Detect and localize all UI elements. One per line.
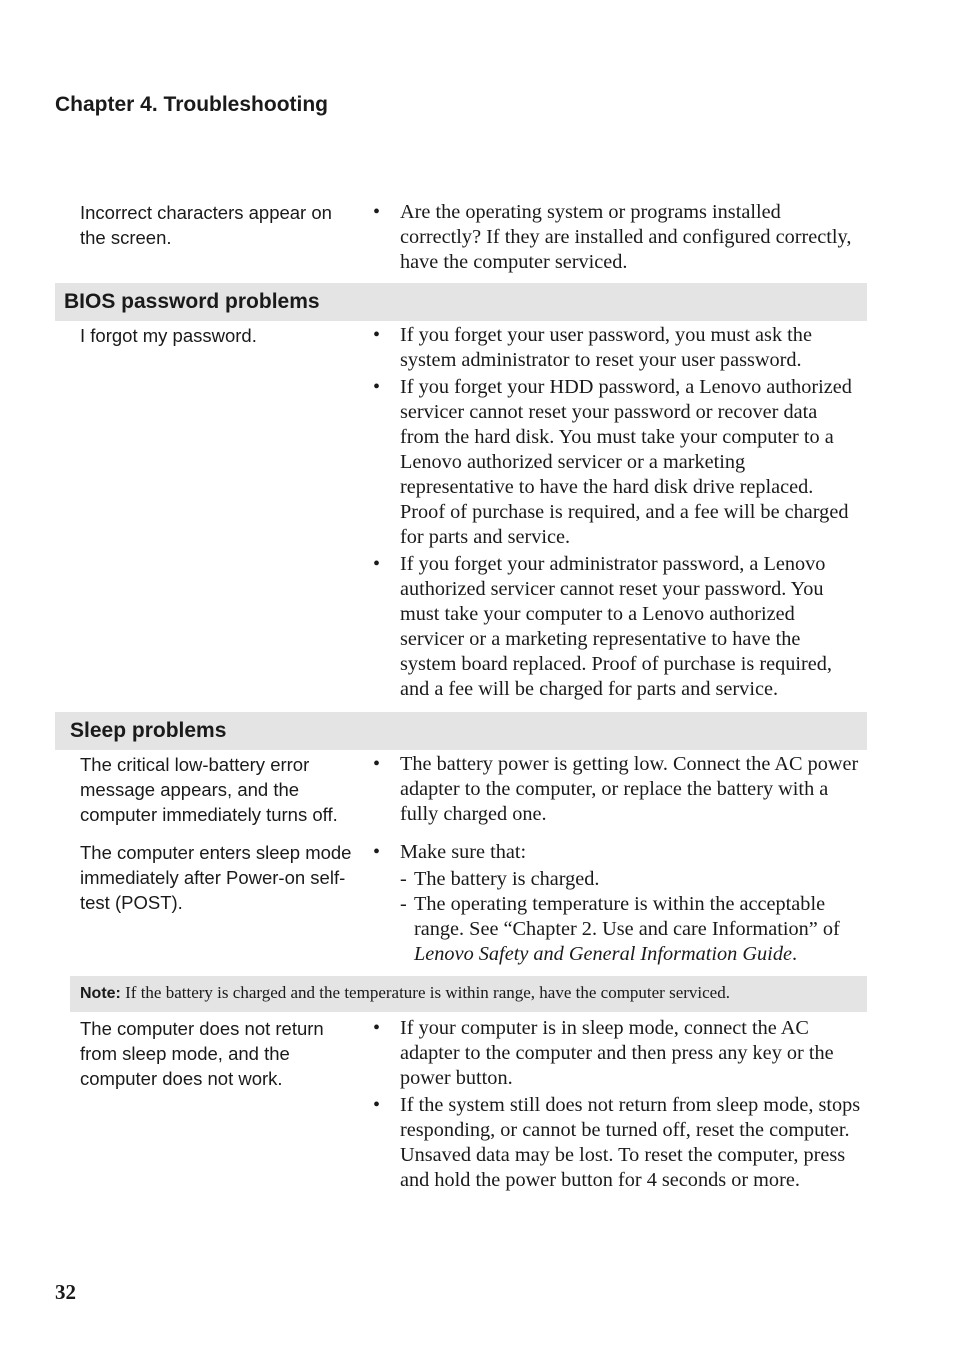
solution-text: Are the operating system or programs installed correctly? If they are installed and configured correctly, have the computer serviced. <box>400 201 852 273</box>
sub-item-text-end: . <box>791 943 798 965</box>
solution-text: If your computer is in sleep mode, connect the AC adapter to the computer and then press any key or the power button. <box>400 1017 834 1089</box>
bullet-icon: • <box>373 753 381 775</box>
solution-text: If you forget your user password, you must ask the system administrator to reset your user password. <box>400 324 812 371</box>
note-text: If the battery is charged and the temperature is within range, have the computer serviced. <box>125 983 730 1002</box>
section-header-bios: BIOS password problems <box>55 283 867 321</box>
bullet-icon: • <box>373 1017 381 1039</box>
table-row <box>55 1016 867 1195</box>
symptom-text: Incorrect characters appear on the screen. <box>80 202 332 248</box>
table-row <box>55 200 867 277</box>
dash-marker: - <box>400 868 407 890</box>
bullet-icon: • <box>373 201 381 223</box>
troubleshooting-table <box>55 200 867 1195</box>
symptom-text: The computer enters sleep mode immediately after Power-on self-test (POST). <box>80 842 352 913</box>
list-item <box>373 375 861 550</box>
table-row <box>55 323 867 704</box>
chapter-title: Chapter 4. Troubleshooting <box>55 93 329 116</box>
guide-title: Lenovo Safety and General Information Guide <box>414 943 792 965</box>
bullet-icon: • <box>373 376 381 398</box>
section-header-sleep: Sleep problems <box>55 712 867 750</box>
bullet-icon: • <box>373 324 381 346</box>
list-item <box>373 752 861 827</box>
solution-text: If you forget your administrator password, a Lenovo authorized servicer cannot reset your password. You must take your computer to a Lenovo authorized servicer or a marketing representative to have the system board replaced. Proof of purchase is required, and a fee will be charged for parts and service. <box>400 553 832 700</box>
sub-item-text <box>414 892 861 967</box>
bullet-icon: • <box>373 1094 381 1116</box>
sub-list-item <box>400 867 861 892</box>
solution-list <box>352 200 867 277</box>
list-item <box>373 200 861 275</box>
bullet-icon: • <box>373 841 381 863</box>
solution-text: The battery power is getting low. Connect the AC power adapter to the computer, or replace the battery with a fully charged one. <box>400 753 859 825</box>
bullet-icon: • <box>373 553 381 575</box>
symptom-text: The computer does not return from sleep mode, and the computer does not work. <box>80 1018 324 1089</box>
solution-text: If the system still does not return from sleep mode, stops responding, or cannot be turned off, reset the computer. Unsaved data may be lost. To reset the computer, press and hold the power button for 4 seconds or more. <box>400 1094 861 1191</box>
sub-list-item <box>400 892 861 967</box>
list-item <box>373 840 861 865</box>
solution-list <box>352 840 867 967</box>
solution-list <box>352 1016 867 1195</box>
symptom-text: I forgot my password. <box>80 325 257 346</box>
solution-list <box>352 323 867 704</box>
sub-item-text-main: The operating temperature is within the acceptable range. See “Chapter 2. Use and care Information” of <box>414 893 840 940</box>
table-row <box>55 752 867 829</box>
table-row <box>55 840 867 967</box>
solution-text: Make sure that: <box>400 841 527 863</box>
solution-list <box>352 752 867 829</box>
note-label: Note: <box>80 985 121 1002</box>
page-number: 32 <box>55 1280 76 1304</box>
list-item <box>373 552 861 702</box>
symptom-text: The critical low-battery error message appears, and the computer immediately turns off. <box>80 754 338 825</box>
list-item <box>373 1016 861 1091</box>
sub-item-text: The battery is charged. <box>414 868 600 890</box>
dash-marker: - <box>400 893 407 915</box>
solution-text: If you forget your HDD password, a Lenovo authorized servicer cannot reset your password or recover data from the hard disk. You must take your computer to a Lenovo authorized servicer or a marketing representative to have the hard disk drive replaced. Proof of purchase is required, and a fee will be charged for parts and service. <box>400 376 852 548</box>
note-box <box>70 976 867 1012</box>
list-item <box>373 323 861 373</box>
list-item <box>373 1093 861 1193</box>
